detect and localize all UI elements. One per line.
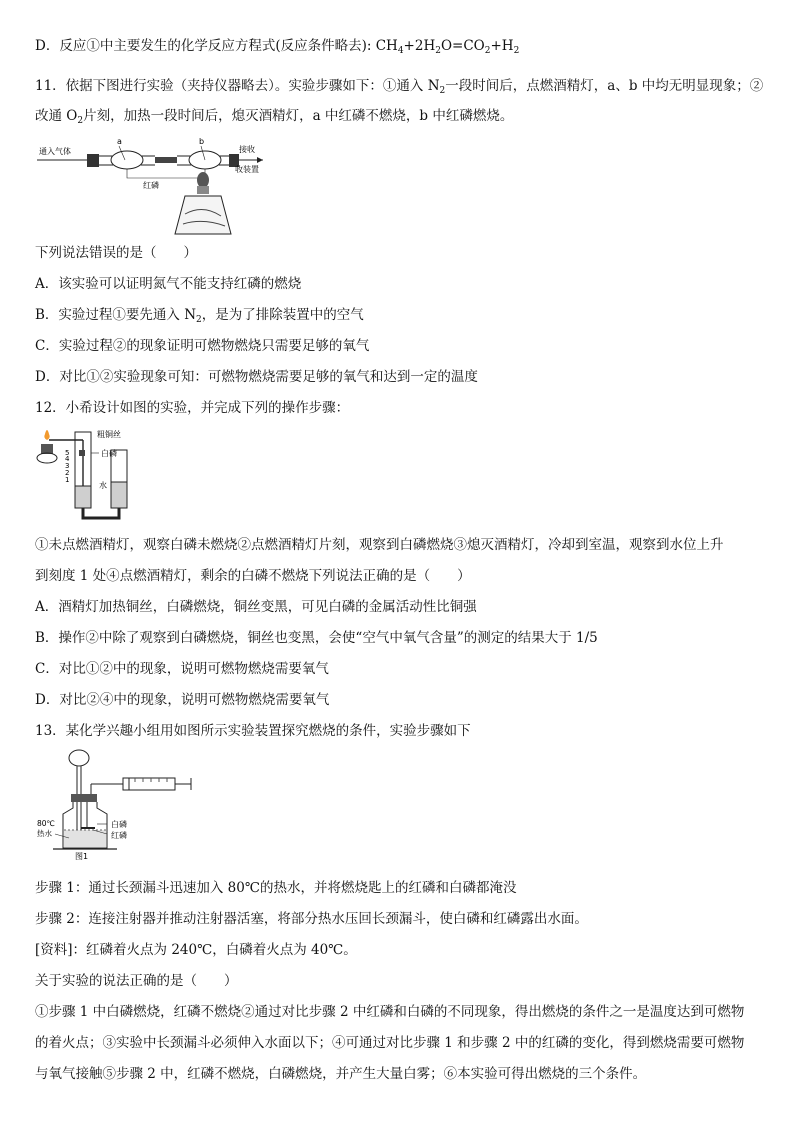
q12-mark-2: 2	[65, 469, 70, 477]
q12-option-d[interactable]: D．对比②④中的现象，说明可燃物燃烧需要氧气	[35, 692, 330, 708]
q13-step2: 步骤 2：连接注射器并推动注射器活塞，将部分热水压回长颈漏斗，使白磷和红磷露出水面。	[35, 911, 588, 927]
q11-option-b[interactable]: B．实验过程①要先通入 $N_2$，是为了排除装置中的空气	[35, 307, 364, 325]
q13-hot-water-temp-label: 80℃	[37, 819, 55, 828]
q11-red-phosphorus-label: 红磷	[143, 181, 159, 190]
q12-option-b[interactable]: B．操作②中除了观察到白磷燃烧，铜丝也变黑，会使“空气中氧气含量”的测定的结果大于 1/5	[35, 630, 598, 646]
q12-option-c[interactable]: C．对比①②中的现象，说明可燃物燃烧需要氧气	[35, 661, 329, 677]
q12-mark-1: 1	[65, 476, 70, 484]
q12-apparatus-figure	[35, 426, 145, 524]
q11-apparatus-figure	[35, 134, 265, 240]
q13-apparatus-figure	[35, 748, 195, 862]
q12-steps-line1: ①未点燃酒精灯，观察白磷未燃烧②点燃酒精灯片刻，观察到白磷燃烧③熄灭酒精灯，冷却到室温，观察到水位上升	[35, 537, 724, 553]
q11-outlet-label1: 接收	[239, 145, 255, 154]
q13-hot-water-label: 热水	[37, 829, 52, 838]
q13-options-line3: 与氧气接触⑤步骤 2 中，红磷不燃烧，白磷燃烧，并产生大量白雾；⑥本实验可得出燃烧的三个条件。	[35, 1066, 647, 1082]
q12-wire-label: 粗铜丝	[97, 430, 121, 439]
q12-white-phosphorus-label: 白磷	[101, 449, 117, 458]
q13-options-line1: ①步骤 1 中白磷燃烧，红磷不燃烧②通过对比步骤 2 中红磷和白磷的不同现象，得出燃烧的条件之一是温度达到可燃物	[35, 1004, 745, 1020]
q11-question: 下列说法错误的是（ ）	[35, 245, 197, 261]
q11-inlet-label: 通入气体	[39, 147, 71, 156]
q13-info: [资料]：红磷着火点为 240℃，白磷着火点为 40℃。	[35, 942, 357, 958]
q11-label-a: a	[117, 137, 122, 146]
q11-option-c[interactable]: C．实验过程②的现象证明可燃物燃烧只需要足够的氧气	[35, 338, 370, 354]
q11-stem-line1: 11．依据下图进行实验（夹持仪器略去）。实验步骤如下：①通入 $N_2$一段时间后，点燃酒精灯，a、b 中均无明显现象；②	[35, 78, 764, 96]
q12-stem: 12．小希设计如图的实验，并完成下列的操作步骤：	[35, 400, 350, 416]
q11-option-a[interactable]: A．该实验可以证明氮气不能支持红磷的燃烧	[35, 276, 302, 292]
q12-mark-5: 5	[65, 449, 70, 457]
q13-white-phosphorus-label: 白磷	[111, 820, 127, 829]
q13-figure-caption: 图1	[75, 852, 89, 861]
q11-label-b: b	[199, 137, 205, 146]
q10-option-d-text: D．反应①中主要发生的化学反应方程式(反应条件略去): CH	[35, 38, 398, 54]
q13-red-phosphorus-label: 红磷	[111, 831, 127, 840]
q10-option-d: D．反应①中主要发生的化学反应方程式(反应条件略去): $CH_4+2H_2O=CO_2+H_2$	[35, 38, 520, 56]
q12-water-label: 水	[99, 481, 107, 490]
q12-steps-line2: 到刻度 1 处④点燃酒精灯，剩余的白磷不燃烧下列说法正确的是（ ）	[35, 568, 471, 584]
q11-option-d[interactable]: D．对比①②实验现象可知：可燃物燃烧需要足够的氧气和达到一定的温度	[35, 369, 478, 385]
q13-step1: 步骤 1：通过长颈漏斗迅速加入 80℃的热水，并将燃烧匙上的红磷和白磷都淹没	[35, 880, 517, 896]
q11-stem-line2: 改通 $O_2$片刻，加热一段时间后，熄灭酒精灯，a 中红磷不燃烧，b 中红磷燃烧。	[35, 108, 514, 126]
q11-outlet-label2: 收装置	[235, 165, 259, 174]
q13-options-line2: 的着火点；③实验中长颈漏斗必须伸入水面以下；④可通过对比步骤 1 和步骤 2 中的红磷的变化，得到燃烧需要可燃物	[35, 1035, 745, 1051]
q12-mark-3: 3	[65, 462, 70, 470]
q13-stem: 13．某化学兴趣小组用如图所示实验装置探究燃烧的条件，实验步骤如下	[35, 723, 471, 739]
q12-option-a[interactable]: A．酒精灯加热铜丝，白磷燃烧，铜丝变黑，可见白磷的金属活动性比铜强	[35, 599, 477, 615]
q13-question: 关于实验的说法正确的是（ ）	[35, 973, 238, 989]
q12-mark-4: 4	[65, 455, 70, 463]
